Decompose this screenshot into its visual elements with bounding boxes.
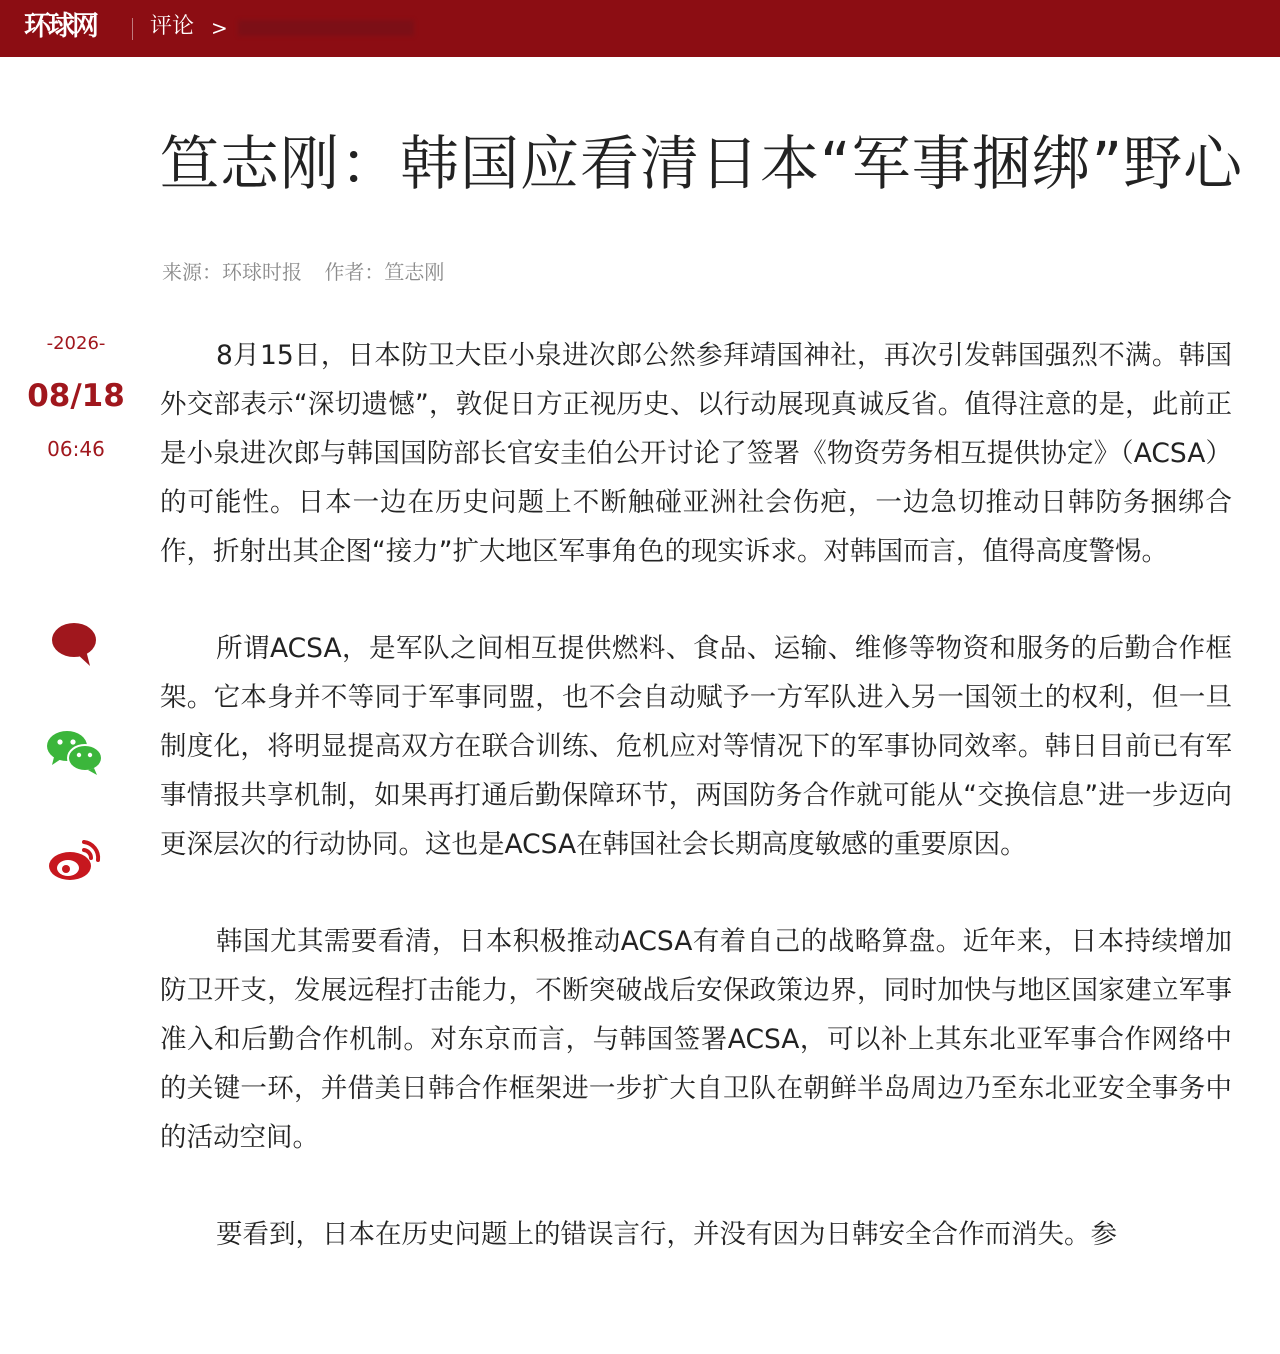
comment-share-button[interactable] (46, 620, 104, 666)
breadcrumb-separator: > (211, 16, 228, 40)
article-meta (162, 258, 460, 286)
breadcrumb-blurred-text (238, 20, 414, 36)
article-title: 笪志刚：韩国应看清日本“军事捆绑”野心 (160, 129, 1244, 198)
site-logo[interactable]: 环球网 (24, 11, 96, 42)
wechat-icon (46, 728, 104, 776)
publish-time: 06:46 (47, 437, 105, 461)
wechat-share-button[interactable] (46, 728, 104, 774)
publish-month-day: 08/18 (27, 378, 125, 414)
publish-year: -2026- (46, 333, 106, 354)
nav-divider (132, 18, 133, 40)
comment-icon (46, 620, 104, 668)
top-nav-bar (0, 0, 1280, 57)
weibo-share-button[interactable] (46, 836, 104, 882)
article-paragraph: 8月15日，日本防卫大臣小泉进次郎公然参拜靖国神社，再次引发韩国强烈不满。韩国外交部表示“深切遗憾”，敦促日方正视历史、以行动展现真诚反省。值得注意的是，此前正是小泉进次郎与韩国国防部长官安圭伯公开讨论了签署《物资劳务相互提供协定》（ACSA）的可能性。日本一边在历史问题上不断触碰亚洲社会伤疤，一边急切推动日韩防务捆绑合作，折射出其企图“接力”扩大地区军事角色的现实诉求。对韩国而言，值得高度警惕。 (160, 340, 1232, 567)
weibo-icon (46, 836, 104, 884)
article-body (160, 331, 1232, 1307)
breadcrumb-section-link[interactable]: 评论 (150, 14, 195, 39)
article-paragraph: 韩国尤其需要看清，日本积极推动ACSA有着自己的战略算盘。近年来，日本持续增加防卫开支，发展远程打击能力，不断突破战后安保政策边界，同时加快与地区国家建立军事准入和后勤合作机制。对东京而言，与韩国签署ACSA，可以补上其东北亚军事合作网络中的关键一环，并借美日韩合作框架进一步扩大自卫队在朝鲜半岛周边乃至东北亚安全事务中的活动空间。 (160, 926, 1232, 1153)
article-paragraph: 所谓ACSA，是军队之间相互提供燃料、食品、运输、维修等物资和服务的后勤合作框架。它本身并不等同于军事同盟，也不会自动赋予一方军队进入另一国领土的权利，但一旦制度化，将明显提高双方在联合训练、危机应对等情况下的军事协同效率。韩日目前已有军事情报共享机制，如果再打通后勤保障环节，两国防务合作就可能从“交换信息”进一步迈向更深层次的行动协同。这也是ACSA在韩国社会长期高度敏感的重要原因。 (160, 633, 1232, 860)
article-author: 作者：笪志刚 (324, 260, 445, 284)
article-source: 来源：环球时报 (162, 260, 302, 284)
article-paragraph: 要看到，日本在历史问题上的错误言行，并没有因为日韩安全合作而消失。参 (216, 1219, 1117, 1250)
